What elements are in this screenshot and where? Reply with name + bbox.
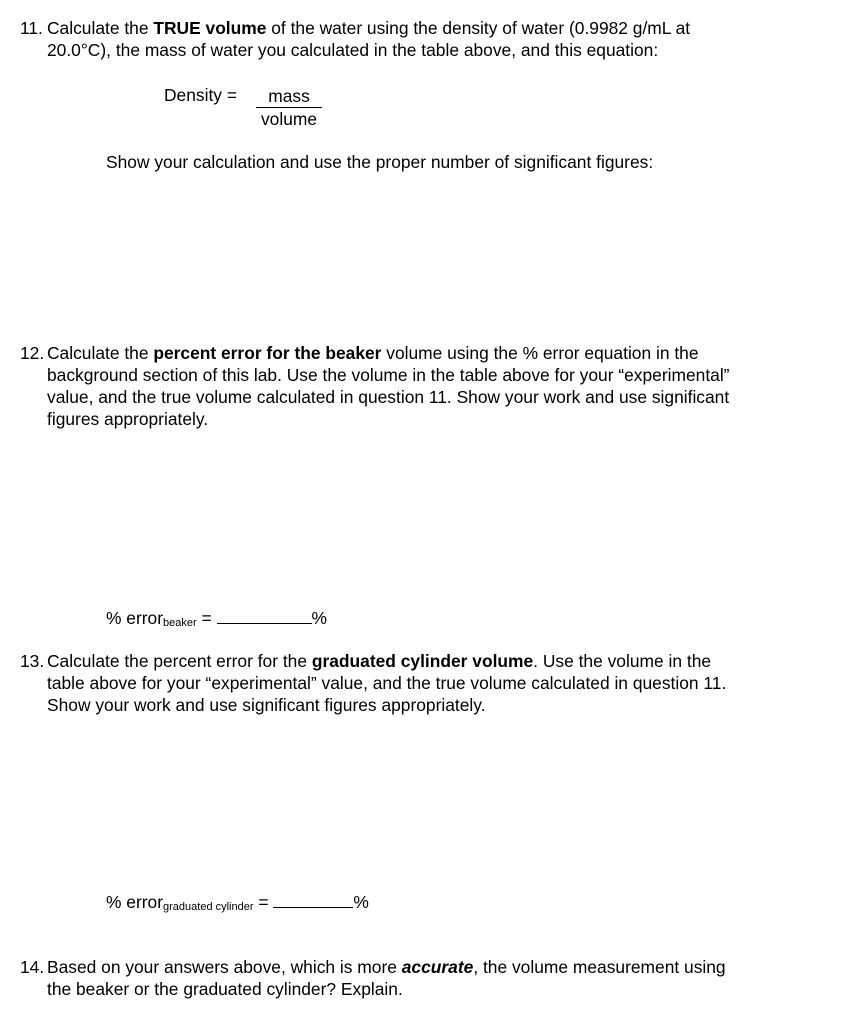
question-number: 11. xyxy=(20,18,43,38)
answer-label: % error xyxy=(106,892,164,912)
question-text-part: of the water using the density of water (0.9982 g/mL at xyxy=(266,18,691,38)
question-text-part: the beaker or the graduated cylinder? Explain. xyxy=(47,979,403,999)
question-text-part: figures appropriately. xyxy=(47,409,209,429)
answer-label: % error xyxy=(106,608,164,628)
question-text xyxy=(20,17,825,61)
question-text-part: Show your work and use significant figures appropriately. xyxy=(47,695,486,715)
question-text xyxy=(20,956,825,1000)
beaker-percent-error-answer xyxy=(106,607,327,634)
answer-equals: = xyxy=(196,608,212,628)
formula-numerator: mass xyxy=(256,85,322,108)
beaker-answer-blank[interactable] xyxy=(217,609,312,624)
question-text-part: 20.0°C), the mass of water you calculated in the table above, and this equation: xyxy=(47,40,659,60)
emphasis-true-volume: TRUE volume xyxy=(153,18,267,38)
question-text-part: Calculate the percent error for the xyxy=(47,651,312,671)
cylinder-answer-blank[interactable] xyxy=(273,893,353,908)
question-11 xyxy=(20,17,825,61)
question-text-part: table above for your “experimental” value, and the true volume calculated in question 11. xyxy=(47,673,727,693)
question-number: 14. xyxy=(20,957,45,977)
answer-unit: % xyxy=(311,608,327,628)
question-number: 12. xyxy=(20,343,45,363)
formula-denominator: volume xyxy=(260,109,318,129)
question-text-part: Based on your answers above, which is more xyxy=(47,957,402,977)
question-text-part: value, and the true volume calculated in question 11. Show your work and use significant xyxy=(47,387,730,407)
answer-equals: = xyxy=(253,892,269,912)
question-text-part: Calculate the xyxy=(47,18,154,38)
emphasis-percent-error-beaker: percent error for the beaker xyxy=(153,343,382,363)
formula-lhs: Density = xyxy=(164,85,237,105)
question-text-part: Calculate the xyxy=(47,343,154,363)
question-12 xyxy=(20,342,825,430)
cylinder-percent-error-answer xyxy=(106,891,369,918)
emphasis-accurate: accurate xyxy=(401,957,474,977)
formula-fraction xyxy=(256,85,322,130)
question-13 xyxy=(20,650,825,716)
question-text-part: background section of this lab. Use the volume in the table above for your “experimental” xyxy=(47,365,730,385)
question-number: 13. xyxy=(20,651,45,671)
question-text xyxy=(20,650,825,716)
question-text-part: , the volume measurement using xyxy=(473,957,726,977)
q11-instruction: Show your calculation and use the proper number of significant figures: xyxy=(106,152,654,172)
emphasis-graduated-cylinder: graduated cylinder volume xyxy=(311,651,534,671)
question-text-part: volume using the % error equation in the xyxy=(381,343,699,363)
question-14 xyxy=(20,956,825,1000)
question-text-part: . Use the volume in the xyxy=(533,651,712,671)
answer-unit: % xyxy=(353,892,369,912)
answer-subscript: beaker xyxy=(163,617,197,629)
answer-subscript: graduated cylinder xyxy=(163,901,254,913)
question-text xyxy=(20,342,825,430)
